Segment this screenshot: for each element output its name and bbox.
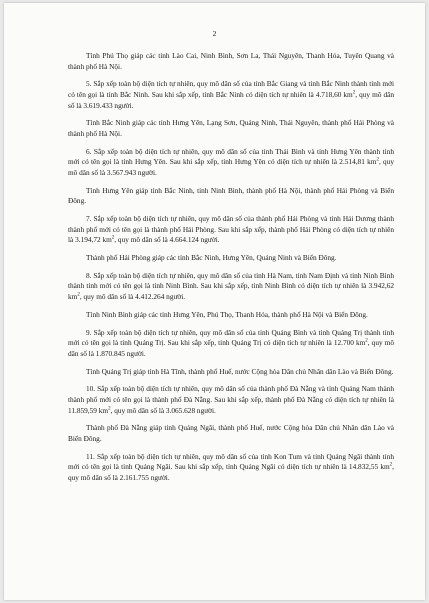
document-body xyxy=(68,51,394,491)
paragraph: Tỉnh Hưng Yên giáp tỉnh Bắc Ninh, tỉnh Ninh Bình, thành phố Hà Nội, thành phố Hải Phòng và Biển Đông. xyxy=(68,185,394,206)
paragraph: 11. Sắp xếp toàn bộ diện tích tự nhiên, quy mô dân số của tỉnh Kon Tum và tỉnh Quảng Ngãi thành tỉnh mới có tên gọi là tỉnh Quảng Ngãi. Sau khi sắp xếp, tỉnh Quảng Ngãi có diện tích tự nhiên là 14.832,55 $km^2$, quy mô dân số là 2.161.755 người. xyxy=(68,451,394,482)
paragraph: Tỉnh Ninh Bình giáp các tỉnh Hưng Yên, Phú Thọ, Thanh Hóa, thành phố Hà Nội và Biển Đông. xyxy=(86,309,368,319)
paragraph: 9. Sắp xếp toàn bộ diện tích tự nhiên, quy mô dân số của tỉnh Quảng Bình và tỉnh Quảng Trị thành tỉnh mới có tên gọi là tỉnh Quảng Trị. Sau khi sắp xếp, tỉnh Quảng Trị có diện tích tự nhiên là 12.700 $km^2$, quy mô dân số là 1.870.845 người. xyxy=(68,327,395,358)
paragraph: Thành phố Đà Nẵng giáp tỉnh Quảng Ngãi, thành phố Huế, nước Cộng hòa Dân chủ Nhân dân Lào và Biển Đông. xyxy=(68,423,394,443)
paragraph: 7. Sắp xếp toàn bộ diện tích tự nhiên, quy mô dân số của thành phố Hải Phòng và tỉnh Hải Dương thành thành phố mới có tên gọi là thành phố Hải Phòng. Sau khi sắp xếp, thành phố Hải Phòng có diện tích tự nhiên là 3.194,72 $km^2$, quy mô dân số là 4.664.124 người. xyxy=(68,214,394,245)
paragraph: 8. Sắp xếp toàn bộ diện tích tự nhiên, quy mô dân số của tỉnh Hà Nam, tỉnh Nam Định và tỉnh Ninh Bình thành tỉnh mới có tên gọi là tỉnh Ninh Bình. Sau khi sắp xếp, tỉnh Ninh Bình có diện tích tự nhiên là 3.942,62 $km^2$, quy mô dân số là 4.412.264 người. xyxy=(68,270,394,301)
paragraph: 5. Sắp xếp toàn bộ diện tích tự nhiên, quy mô dân số của tỉnh Bắc Giang và tỉnh Bắc Ninh thành tỉnh mới có tên gọi là tỉnh Bắc Ninh. Sau khi sắp xếp, tỉnh Bắc Ninh có diện tích tự nhiên là 4.718,60 $km^2$, quy mô dân số là 3.619.433 người. xyxy=(68,79,394,110)
paragraph: Tỉnh Quảng Trị giáp tỉnh Hà Tĩnh, thành phố Huế, nước Cộng hòa Dân chủ Nhân dân Lào và Biển Đông. xyxy=(86,366,394,376)
paragraph: 10. Sắp xếp toàn bộ diện tích tự nhiên, quy mô dân số của thành phố Đà Nẵng và tỉnh Quảng Nam thành thành phố mới có tên gọi là thành phố Đà Nẵng. Sau khi sắp xếp, thành phố Đà Nẵng có diện tích tự nhiên là 11.859,59 $km^2$, quy mô dân số là 3.065.628 người. xyxy=(68,384,394,415)
page-number: 2 xyxy=(212,29,217,38)
paragraph: Tỉnh Phú Thọ giáp các tỉnh Lào Cai, Ninh Bình, Sơn La, Thái Nguyên, Thanh Hóa, Tuyên Quang và thành phố Hà Nội. xyxy=(68,51,394,71)
document-page xyxy=(4,3,425,600)
paragraph: Thành phố Hải Phòng giáp các tỉnh Bắc Ninh, Hưng Yên, Quảng Ninh và Biển Đông. xyxy=(86,253,337,263)
paragraph: Tỉnh Bắc Ninh giáp các tỉnh Hưng Yên, Lạng Sơn, Quảng Ninh, Thái Nguyên, thành phố Hải Phòng và thành phố Hà Nội. xyxy=(68,118,394,138)
paragraph: 6. Sắp xếp toàn bộ diện tích tự nhiên, quy mô dân số của tỉnh Thái Bình và tỉnh Hưng Yên thành tỉnh mới có tên gọi là tỉnh Hưng Yên. Sau khi sắp xếp, tỉnh Hưng Yên có diện tích tự nhiên là 2.514,81 $km^2$, quy mô dân số là 3.567.943 người. xyxy=(68,146,394,177)
